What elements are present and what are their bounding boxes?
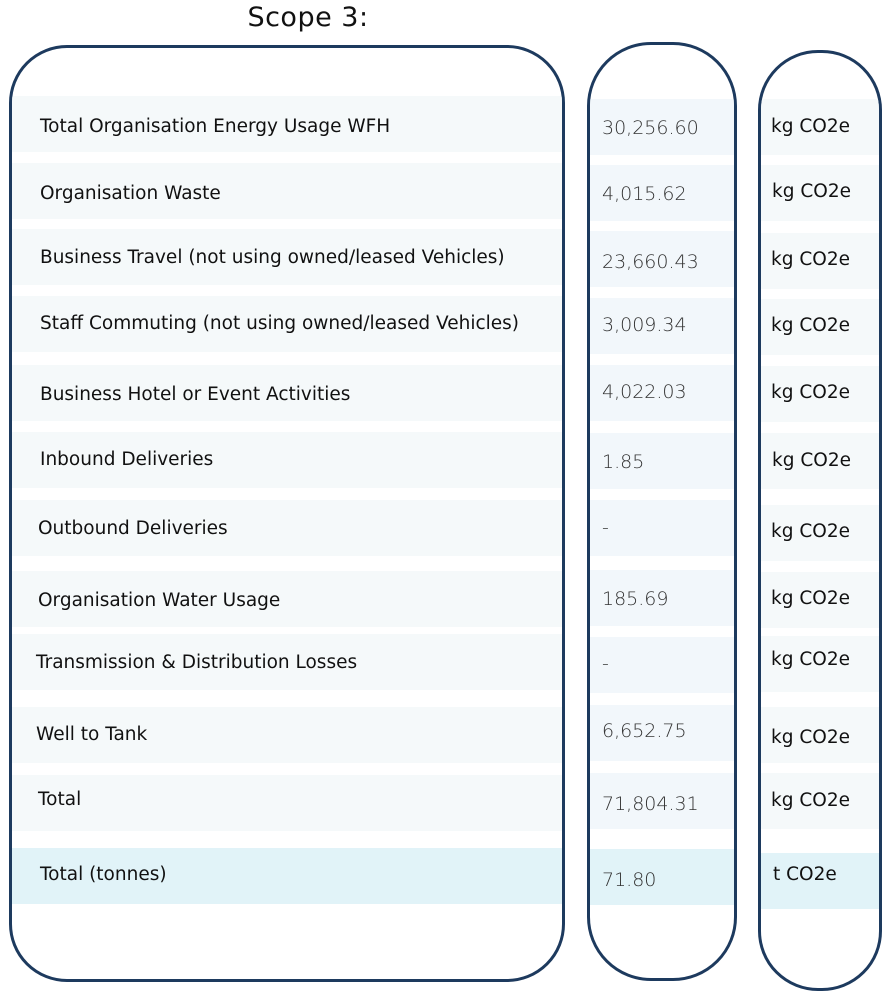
row-value: 4,022.03	[602, 381, 687, 403]
table-row	[761, 773, 879, 829]
row-unit: kg CO2e	[771, 588, 850, 609]
row-unit: kg CO2e	[772, 181, 851, 202]
row-unit: kg CO2e	[771, 727, 850, 748]
value-column	[587, 42, 737, 981]
table-row	[761, 299, 879, 355]
table-row	[590, 165, 734, 221]
table-row	[12, 229, 562, 285]
row-label: Business Hotel or Event Activities	[40, 384, 351, 405]
table-row	[590, 231, 734, 287]
table-row	[761, 433, 879, 489]
row-value: 1.85	[602, 451, 645, 473]
row-label: Inbound Deliveries	[40, 449, 214, 470]
table-row	[590, 570, 734, 626]
table-row	[761, 636, 879, 692]
row-label: Total (tonnes)	[40, 864, 167, 885]
row-label: Total	[38, 789, 82, 810]
table-row	[590, 705, 734, 761]
table-row	[12, 500, 562, 556]
row-unit: kg CO2e	[771, 315, 850, 336]
row-value: 185.69	[602, 588, 669, 610]
table-row	[590, 99, 734, 155]
table-row	[761, 165, 879, 221]
table-row-total-tonnes	[590, 849, 734, 905]
table-row	[590, 773, 734, 829]
table-row	[761, 572, 879, 628]
row-value: 23,660.43	[602, 251, 699, 273]
row-value: 30,256.60	[602, 117, 699, 139]
row-unit: kg CO2e	[771, 790, 850, 811]
row-label: Transmission & Distribution Losses	[36, 652, 358, 673]
table-row	[590, 500, 734, 556]
row-unit: kg CO2e	[771, 249, 850, 270]
table-row	[761, 233, 879, 289]
row-unit: t CO2e	[773, 864, 837, 885]
row-value: 3,009.34	[602, 314, 687, 336]
table-row	[761, 99, 879, 155]
row-unit: kg CO2e	[771, 382, 850, 403]
row-value: -	[602, 517, 609, 539]
row-label: Business Travel (not using owned/leased Vehicles)	[40, 247, 505, 268]
row-value: 71.80	[602, 869, 657, 891]
row-label: Staff Commuting (not using owned/leased Vehicles)	[40, 313, 520, 334]
row-label: Well to Tank	[36, 724, 148, 745]
table-row	[12, 707, 562, 763]
row-label: Organisation Waste	[40, 183, 221, 204]
table-row	[590, 433, 734, 489]
table-row	[12, 365, 562, 421]
row-label: Organisation Water Usage	[38, 590, 281, 611]
page-title: Scope 3:	[247, 2, 369, 33]
table-row	[12, 432, 562, 488]
table-row-total-tonnes	[12, 848, 562, 904]
row-label: Total Organisation Energy Usage WFH	[40, 116, 391, 137]
table-row	[590, 298, 734, 354]
row-value: -	[602, 653, 609, 675]
table-row	[761, 707, 879, 763]
table-row	[12, 775, 562, 831]
table-row	[590, 365, 734, 421]
table-row	[12, 571, 562, 627]
row-value: 6,652.75	[602, 720, 687, 742]
table-row	[12, 163, 562, 219]
table-row	[761, 505, 879, 561]
table-row	[12, 96, 562, 152]
row-unit: kg CO2e	[771, 649, 850, 670]
table-row	[12, 296, 562, 352]
label-column	[9, 45, 565, 982]
row-value: 71,804.31	[602, 793, 699, 815]
row-unit: kg CO2e	[772, 450, 851, 471]
table-row-total-tonnes	[761, 853, 879, 909]
row-label: Outbound Deliveries	[38, 518, 228, 539]
row-value: 4,015.62	[602, 183, 687, 205]
row-unit: kg CO2e	[771, 116, 850, 137]
row-unit: kg CO2e	[771, 521, 850, 542]
table-row	[12, 634, 562, 690]
table-row	[590, 637, 734, 693]
table-row	[761, 366, 879, 422]
unit-column	[758, 50, 882, 991]
